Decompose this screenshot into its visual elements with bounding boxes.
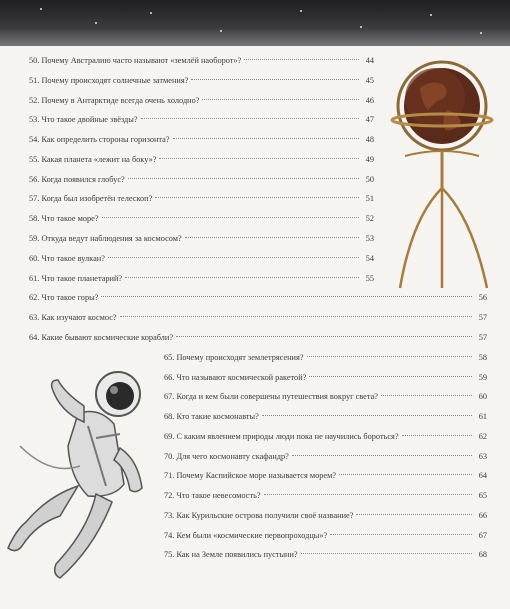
toc-question: 71. Почему Каспийское море называется морем? xyxy=(164,471,337,480)
toc-question: 63. Как изучают космос? xyxy=(29,313,117,322)
toc-question: 57. Когда был изобретён телескоп? xyxy=(29,194,153,203)
toc-question: 53. Что такое двойные звёзды? xyxy=(29,115,138,124)
toc-question: 62. Что такое горы? xyxy=(29,293,99,302)
dot-leader xyxy=(202,99,359,100)
dot-leader xyxy=(128,178,359,179)
toc-page-number: 64 xyxy=(478,471,487,480)
toc-question: 56. Когда появился глобус? xyxy=(29,175,125,184)
dot-leader xyxy=(264,494,472,495)
toc-item[interactable] xyxy=(29,212,374,226)
dot-leader xyxy=(108,257,359,258)
dot-leader xyxy=(244,59,359,60)
dot-leader xyxy=(101,296,472,297)
toc-question: 73. Как Курильские острова получили своё название? xyxy=(164,511,354,520)
dot-leader xyxy=(125,277,359,278)
toc-page-number: 44 xyxy=(365,56,374,65)
toc-item[interactable] xyxy=(29,153,374,167)
toc-page-number: 66 xyxy=(478,511,487,520)
toc-question: 74. Кем были «космические первопроходцы»? xyxy=(164,531,328,540)
dot-leader xyxy=(262,415,472,416)
dot-leader xyxy=(301,553,472,554)
toc-page-number: 46 xyxy=(365,96,374,105)
toc-question: 51. Почему происходят солнечные затмения? xyxy=(29,76,189,85)
starry-header-band xyxy=(0,0,510,46)
dot-leader xyxy=(356,514,472,515)
antique-globe-icon xyxy=(385,58,500,298)
toc-item[interactable] xyxy=(29,232,374,246)
dot-leader xyxy=(339,474,472,475)
dot-leader xyxy=(176,336,472,337)
toc-page-number: 48 xyxy=(365,135,374,144)
toc-question: 52. Почему в Антарктиде всегда очень холодно? xyxy=(29,96,200,105)
toc-item[interactable] xyxy=(164,548,487,562)
toc-question: 54. Как определить стороны горизонта? xyxy=(29,135,170,144)
toc-page-number: 53 xyxy=(365,234,374,243)
toc-item[interactable] xyxy=(164,390,487,404)
toc-item[interactable] xyxy=(164,410,487,424)
dot-leader xyxy=(402,435,472,436)
toc-question: 61. Что такое планетарий? xyxy=(29,274,123,283)
dot-leader xyxy=(141,118,359,119)
toc-page-number: 60 xyxy=(478,392,487,401)
toc-page-number: 49 xyxy=(365,155,374,164)
toc-page-number: 45 xyxy=(365,76,374,85)
toc-question: 58. Что такое море? xyxy=(29,214,99,223)
toc-item[interactable] xyxy=(29,133,374,147)
toc-page-number: 67 xyxy=(478,531,487,540)
dot-leader xyxy=(330,534,472,535)
dot-leader xyxy=(155,197,359,198)
toc-question: 69. С каким явлением природы люди пока не научились бороться? xyxy=(164,432,399,441)
toc-item[interactable] xyxy=(29,272,374,286)
toc-item[interactable] xyxy=(164,371,487,385)
toc-page-number: 50 xyxy=(365,175,374,184)
toc-page-number: 51 xyxy=(365,194,374,203)
toc-item[interactable] xyxy=(29,311,487,325)
toc-item[interactable] xyxy=(29,291,487,305)
dot-leader xyxy=(120,316,472,317)
toc-page-number: 63 xyxy=(478,452,487,461)
toc-page-number: 52 xyxy=(365,214,374,223)
toc-question: 66. Что называют космической ракетой? xyxy=(164,373,307,382)
toc-question: 70. Для чего космонавту скафандр? xyxy=(164,452,289,461)
toc-item[interactable] xyxy=(164,529,487,543)
toc-question: 67. Когда и кем были совершены путешествия вокруг света? xyxy=(164,392,378,401)
dot-leader xyxy=(102,217,359,218)
dot-leader xyxy=(159,158,359,159)
dot-leader xyxy=(381,395,472,396)
dot-leader xyxy=(191,79,359,80)
toc-item[interactable] xyxy=(164,509,487,523)
toc-item[interactable] xyxy=(164,489,487,503)
toc-item[interactable] xyxy=(29,113,374,127)
toc-question: 65. Почему происходят землетрясения? xyxy=(164,353,304,362)
toc-question: 64. Какие бывают космические корабли? xyxy=(29,333,174,342)
toc-item[interactable] xyxy=(29,331,487,345)
toc-page-number: 55 xyxy=(365,274,374,283)
toc-item[interactable] xyxy=(164,469,487,483)
astronaut-icon xyxy=(0,356,160,606)
toc-question: 55. Какая планета «лежит на боку»? xyxy=(29,155,157,164)
toc-question: 75. Как на Земле появились пустыни? xyxy=(164,550,298,559)
toc-page xyxy=(0,46,510,609)
toc-question: 60. Что такое вулкан? xyxy=(29,254,105,263)
toc-item[interactable] xyxy=(164,450,487,464)
toc-page-number: 58 xyxy=(478,353,487,362)
dot-leader xyxy=(292,455,472,456)
toc-page-number: 57 xyxy=(478,313,487,322)
toc-question: 59. Откуда ведут наблюдения за космосом? xyxy=(29,234,182,243)
dot-leader xyxy=(309,376,472,377)
dot-leader xyxy=(307,356,473,357)
toc-page-number: 54 xyxy=(365,254,374,263)
toc-page-number: 62 xyxy=(478,432,487,441)
toc-page-number: 61 xyxy=(478,412,487,421)
dot-leader xyxy=(173,138,359,139)
toc-item[interactable] xyxy=(29,54,374,68)
toc-item[interactable] xyxy=(29,74,374,88)
toc-page-number: 59 xyxy=(478,373,487,382)
toc-item[interactable] xyxy=(164,430,487,444)
toc-page-number: 57 xyxy=(478,333,487,342)
toc-page-number: 47 xyxy=(365,115,374,124)
toc-question: 68. Кто такие космонавты? xyxy=(164,412,259,421)
toc-item[interactable] xyxy=(164,351,487,365)
toc-item[interactable] xyxy=(29,173,374,187)
toc-page-number: 68 xyxy=(478,550,487,559)
toc-page-number: 56 xyxy=(478,293,487,302)
toc-question: 72. Что такое невесомость? xyxy=(164,491,261,500)
dot-leader xyxy=(185,237,359,238)
toc-item[interactable] xyxy=(29,252,374,266)
toc-page-number: 65 xyxy=(478,491,487,500)
toc-question: 50. Почему Австралию часто называют «землёй наоборот»? xyxy=(29,56,242,65)
toc-item[interactable] xyxy=(29,94,374,108)
toc-item[interactable] xyxy=(29,192,374,206)
